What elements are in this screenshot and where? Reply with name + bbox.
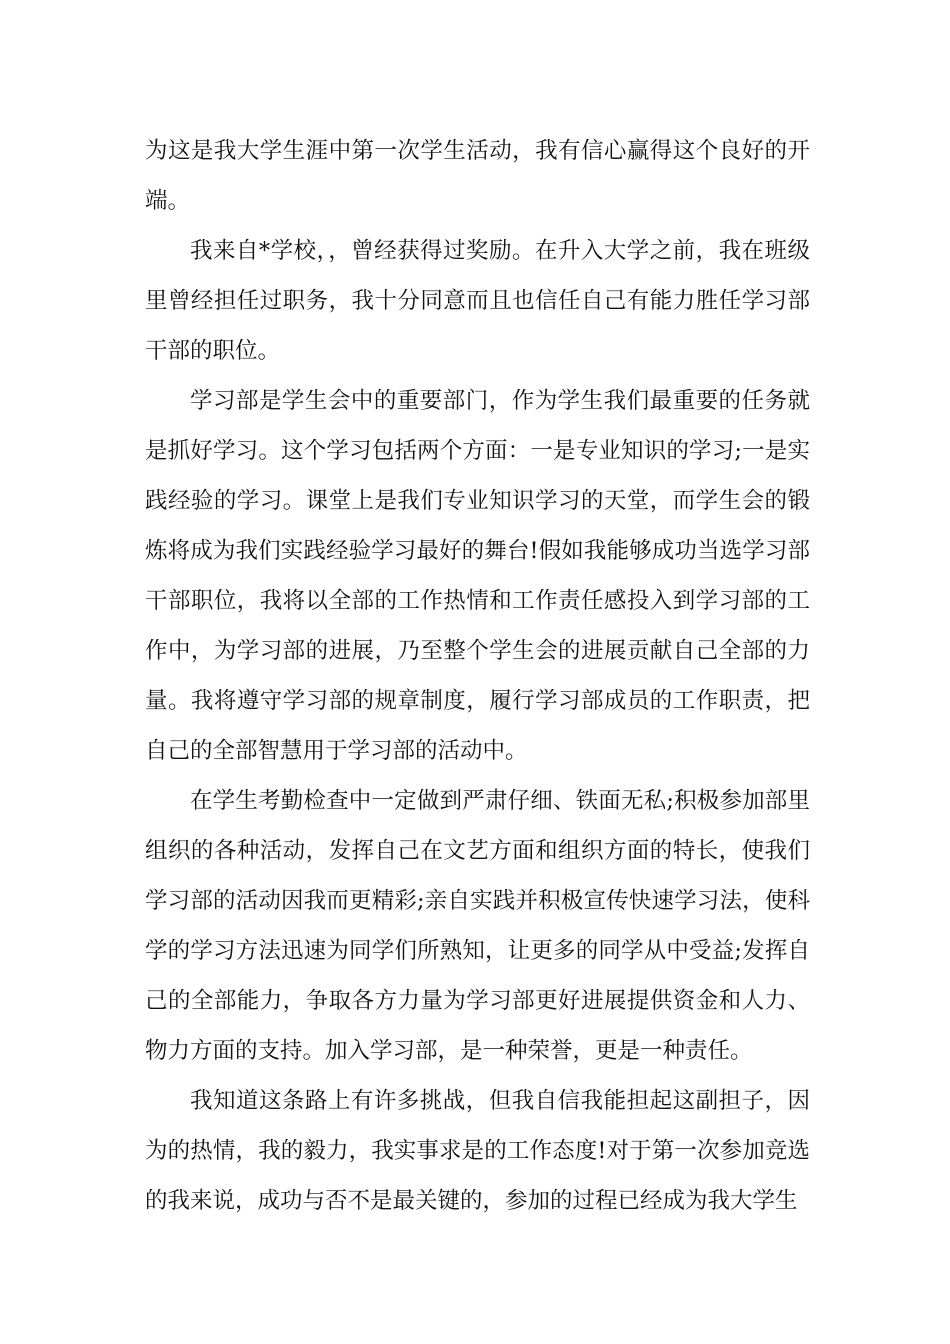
paragraph-background: 我来自*学校，，曾经获得过奖励。在升入大学之前，我在班级里曾经担任过职务，我十分同意而且也信任自己有能力胜任学习部干部的职位。	[145, 238, 810, 364]
paragraph-study-department: 学习部是学生会中的重要部门，作为学生我们最重要的任务就是抓好学习。这个学习包括两个方面：一是专业知识的学习;一是实践经验的学习。课堂上是我们专业知识学习的天堂，而学生会的锻炼将成为我们实践经验学习最好的舞台!假如我能够成功当选学习部干部职位，我将以全部的工作热情和工作责任感投入到学习部的工作中，为学习部的进展，乃至整个学生会的进展贡献自己全部的力量。我将遵守学习部的规章制度，履行学习部成员的工作职责，把自己的全部智慧用于学习部的活动中。	[145, 388, 810, 764]
paragraph-continuation: 为这是我大学生涯中第一次学生活动，我有信心赢得这个良好的开端。	[145, 138, 810, 214]
document-body	[145, 126, 810, 1226]
paragraph-commitments: 在学生考勤检查中一定做到严肃仔细、铁面无私;积极参加部里组织的各种活动，发挥自己在文艺方面和组织方面的特长，使我们学习部的活动因我而更精彩;亲自实践并积极宣传快速学习法，使科学的学习方法迅速为同学们所熟知，让更多的同学从中受益;发挥自己的全部能力，争取各方力量为学习部更好进展提供资金和人力、物力方面的支持。加入学习部，是一种荣誉，更是一种责任。	[145, 788, 810, 1064]
paragraph-closing: 我知道这条路上有许多挑战，但我自信我能担起这副担子，因为的热情，我的毅力，我实事求是的工作态度!对于第一次参加竞选的我来说，成功与否不是最关键的，参加的过程已经成为我大学生	[145, 1088, 810, 1214]
